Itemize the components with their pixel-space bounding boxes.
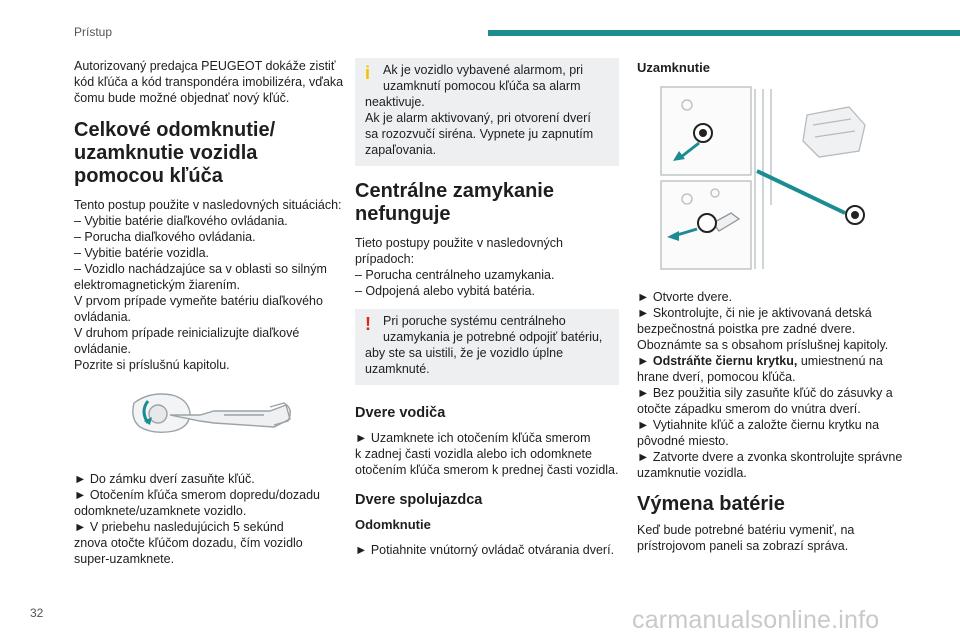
text-line: Keď bude potrebné batériu vymeniť, na — [637, 523, 855, 537]
step-line: ► Do zámku dverí zasuňte kľúč. — [74, 472, 255, 486]
step-text: umiestnenú na — [797, 354, 883, 368]
step-line: odomknete/uzamknete vozidlo. — [74, 504, 247, 518]
step-line: uzamknutie vozidla. — [637, 466, 747, 480]
step-line: ► Otočením kľúča smerom dopredu/dozadu — [74, 488, 320, 502]
text-line: ► Uzamknete ich otočením kľúča smerom — [355, 431, 591, 445]
list-item: – Porucha diaľkového ovládania. — [74, 230, 256, 244]
note-line: aby ste sa uistili, že je vozidlo úplne — [365, 346, 564, 360]
step-line: ► Otvorte dvere. — [637, 290, 733, 304]
driver-door-text — [355, 430, 619, 478]
intro-paragraph — [74, 58, 346, 106]
warning-icon: ! — [365, 314, 371, 334]
key-in-lock-illustration — [74, 381, 346, 465]
text-line: čomu bude možné objednať nový kľúč. — [74, 91, 290, 105]
step-line: ► Bez použitia sily zasuňte kľúč do zásuvky a — [637, 386, 893, 400]
text-line: V prvom prípade vymeňte batériu diaľkového — [74, 294, 323, 308]
text-line: V druhom prípade reinicializujte diaľkové — [74, 326, 300, 340]
watermark: carmanualsonline.info — [632, 606, 880, 634]
note-line: neaktivuje. — [365, 95, 425, 109]
page-number: 32 — [30, 606, 44, 620]
lock-steps — [637, 289, 907, 481]
situations-list — [74, 197, 346, 373]
step-line — [637, 353, 907, 369]
list-item: – Vybitie batérie vozidla. — [74, 246, 210, 260]
step-marker: ► — [637, 354, 653, 368]
central-locking-list — [355, 235, 619, 299]
heading-line: Centrálne zamykanie — [355, 180, 554, 202]
step-line: Oboznámte sa s obsahom príslušnej kapitoly. — [637, 338, 889, 352]
text-line: ovládania. — [74, 310, 131, 324]
text-line: Tento postup použite v nasledovných situáciách: — [74, 198, 342, 212]
heading-total-unlock — [74, 119, 346, 188]
heading-central-locking — [355, 180, 619, 226]
note-line: uzamknuté. — [365, 362, 430, 376]
text-line: Tieto postupy použite v nasledovných prípadoch: — [355, 236, 563, 266]
heading-battery-replacement: Výmena batérie — [637, 493, 785, 515]
step-line: znova otočte kľúčom dozadu, čím vozidlo — [74, 536, 303, 550]
heading-line: Celkové odomknutie/ — [74, 119, 276, 141]
heading-line: pomocou kľúča — [74, 165, 223, 187]
text-line: Autorizovaný predajca PEUGEOT dokáže zistiť — [74, 59, 336, 73]
warning-note-battery — [355, 309, 619, 385]
step-line: ► V priebehu nasledujúcich 5 sekúnd — [74, 520, 284, 534]
note-line: Ak je vozidlo vybavené alarmom, pri — [383, 63, 584, 77]
heading-line: uzamknutie vozidla — [74, 142, 258, 164]
text-line: Pozrite si príslušnú kapitolu. — [74, 358, 230, 372]
step-line: super-uzamknete. — [74, 552, 175, 566]
step-line: ► Vytiahnite kľúč a založte čiernu krytku na — [637, 418, 880, 432]
column-right — [637, 58, 907, 554]
info-note-alarm — [355, 58, 619, 166]
column-middle — [355, 58, 619, 558]
list-item: – Vybitie batérie diaľkového ovládania. — [74, 214, 288, 228]
note-line: Ak je alarm aktivovaný, pri otvorení dverí — [365, 111, 591, 125]
note-line: uzamykania je potrebné odpojiť batériu, — [383, 330, 603, 344]
info-icon: i — [365, 63, 371, 83]
list-item: – Porucha centrálneho uzamykania. — [355, 268, 555, 282]
step-line: otočte západku smerom do vnútra dverí. — [637, 402, 861, 416]
header-accent-bar — [488, 30, 960, 36]
note-line: sa rozozvučí siréna. Vypnete ju zapnutím — [365, 127, 594, 141]
key-steps — [74, 471, 346, 567]
text-line: k zadnej časti vozidla alebo ich odomknete — [355, 447, 592, 461]
list-item: – Vozidlo nachádzajúce sa v oblasti so silným — [74, 262, 327, 276]
step-line: ► Zatvorte dvere a zvonka skontrolujte správne — [637, 450, 903, 464]
door-lock-illustration — [659, 85, 907, 271]
step-line: pôvodné miesto. — [637, 434, 729, 448]
unlock-text: ► Potiahnite vnútorný ovládač otvárania dverí. — [355, 543, 615, 557]
heading-driver-door: Dvere vodiča — [355, 405, 446, 421]
battery-text — [637, 522, 907, 554]
text-line: prístrojovom paneli sa zobrazí správa. — [637, 539, 849, 553]
heading-lock: Uzamknutie — [637, 60, 710, 75]
note-line: Pri poruche systému centrálneho — [383, 314, 566, 328]
text-line: otočením kľúča smerom k prednej časti vozidla. — [355, 463, 619, 477]
note-line: zapaľovania. — [365, 143, 437, 157]
list-item: – Odpojená alebo vybitá batéria. — [355, 284, 535, 298]
step-line: ► Skontrolujte, či nie je aktivovaná detská — [637, 306, 872, 320]
text-line: ovládanie. — [74, 342, 131, 356]
step-line: bezpečnostná poistka pre zadné dvere. — [637, 322, 856, 336]
step-emphasis: Odstráňte čiernu krytku, — [652, 354, 798, 368]
note-line: uzamknutí pomocou kľúča sa alarm — [383, 79, 581, 93]
heading-line: nefunguje — [355, 203, 451, 225]
text-line: kód kľúča a kód transpondéra imobilizéra, vďaka — [74, 75, 344, 89]
step-line: hrane dverí, pomocou kľúča. — [637, 370, 796, 384]
section-title: Prístup — [74, 25, 113, 39]
column-left — [74, 58, 346, 567]
text-line: elektromagnetickým žiarením. — [74, 278, 241, 292]
heading-passenger-door: Dvere spolujazdca — [355, 492, 483, 508]
heading-unlock: Odomknutie — [355, 517, 431, 532]
